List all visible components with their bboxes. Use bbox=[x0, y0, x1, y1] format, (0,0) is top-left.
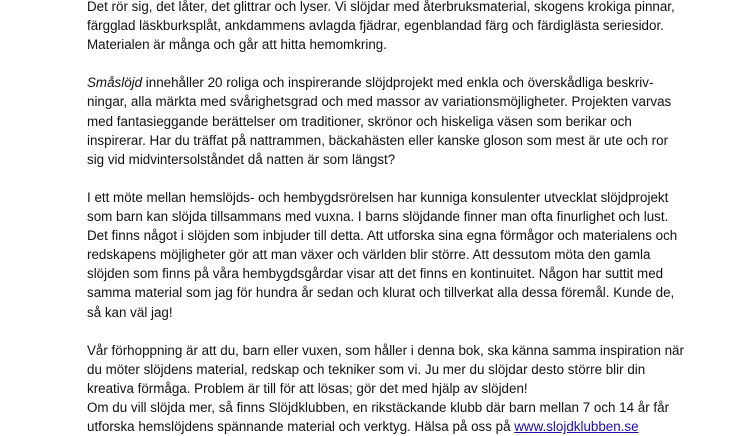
text-fragment: utforska hemslöjdens spännande material och verktyg. Hälsa på oss på bbox=[87, 419, 515, 435]
paragraph-background bbox=[87, 188, 687, 322]
text-line: slöjden som finns på våra hembygdsgårdar visar att det finns en kontinuitet. Någon har suttit med bbox=[87, 266, 664, 282]
text-line: så kan väl jag! bbox=[87, 304, 173, 320]
text-line: Det rör sig, det låter, det glittrar och lyser. Vi slöjdar med återbruksmaterial, skogens krokiga pinnar, bbox=[87, 0, 675, 14]
book-title: Småslöjd bbox=[87, 75, 143, 91]
text-line bbox=[87, 417, 687, 436]
text-line: inspirerar. Har du träffat på nattrammen, bäckahästen eller kanske gloson som mest är ute och ror bbox=[87, 132, 669, 148]
slojdklubben-link[interactable]: www.slojdklubben.se bbox=[514, 419, 639, 435]
text-line: ningar, alla märkta med svårighetsgrad och med massor av variationsmöjligheter. Projekten varvas bbox=[87, 94, 672, 110]
document-page bbox=[87, 0, 687, 436]
paragraph-book-description bbox=[87, 73, 687, 168]
text-line: redskapens möjligheter gör att man växer och världen blir större. Att dessutom möta den gamla bbox=[87, 247, 651, 263]
text-line: I ett möte mellan hemslöjds- och hembygdsrörelsen har kunniga konsulenter utvecklat slöjdprojekt bbox=[87, 189, 669, 205]
text-line: Materialen är många och går att hitta hemomkring. bbox=[87, 37, 387, 53]
text-line: Det finns något i slöjden som inbjuder till detta. Att utforska sina egna förmågor och materialens och bbox=[87, 228, 678, 244]
paragraph-intro bbox=[87, 0, 687, 54]
text-line bbox=[87, 73, 687, 92]
text-line: kreativa förmåga. Problem är till för att lösas; gör det med hjälp av slöjden! bbox=[87, 380, 528, 396]
text-line: med fantasieggande berättelser om traditioner, skrönor och hiskeliga väsen som berikar och bbox=[87, 113, 632, 129]
paragraph-hope bbox=[87, 341, 687, 436]
text-line: Vår förhoppning är att du, barn eller vuxen, som håller i denna bok, ska känna samma inspiration när bbox=[87, 342, 684, 358]
text-fragment: innehåller 20 roliga och inspirerande slöjdprojekt med enkla och överskådliga beskriv- bbox=[142, 75, 654, 91]
text-line: samma material som jag för hundra år sedan och klurat och tillverkat alla dessa föremål. Kunde de, bbox=[87, 285, 675, 301]
text-line: Om du vill slöjda mer, så finns Slöjdklubben, en rikstäckande klubb där barn mellan 7 och 14 år får bbox=[87, 399, 670, 415]
text-line: färgglad läskburksplåt, ankdammens avlagda fjädrar, egenblandad färg och färdiglästa seriesidor. bbox=[87, 18, 664, 34]
text-line: sig vid midvintersolståndet då natten är som längst? bbox=[87, 151, 396, 167]
text-line: som barn kan slöjda tillsammans med vuxna. I barns slöjdande finner man ofta finurlighet och lust. bbox=[87, 209, 669, 225]
text-line: du möter slöjdens material, redskap och tekniker som vi. Ju mer du slöjdar desto större blir din bbox=[87, 361, 646, 377]
